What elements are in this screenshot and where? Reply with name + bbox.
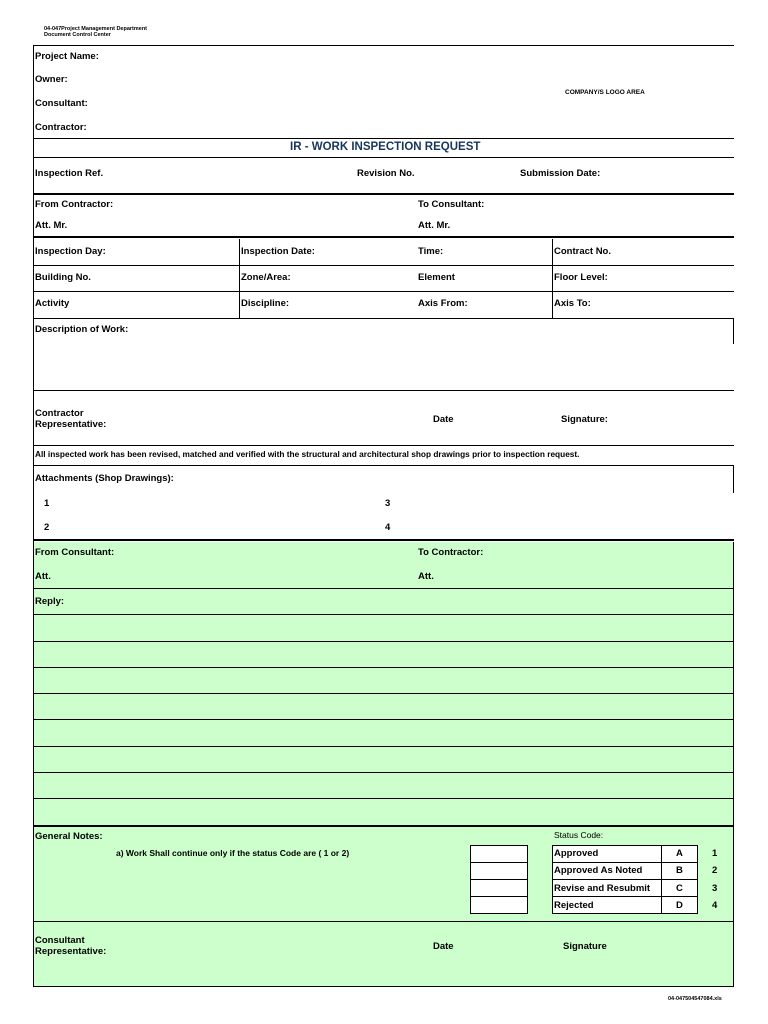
activity-label: Activity [35,298,70,309]
document-center-line: Document Control Center [44,32,111,38]
department-line: 04-047Project Management Department [44,26,148,32]
contractor-rep-label-2: Representative: [35,419,107,430]
rep-bottom-line [33,445,734,446]
grid-row-line-1 [33,265,734,266]
attachments-label: Attachments (Shop Drawings): [35,473,174,484]
general-notes-label: General Notes: [35,831,103,842]
attachment-4-number: 4 [385,522,391,533]
status-approved-number: 1 [712,848,718,859]
grid-row-line-3 [33,318,734,319]
status-blank-box[interactable] [470,896,528,914]
submission-date-label: Submission Date: [520,168,601,179]
contract-no-label: Contract No. [554,246,611,257]
reply-line [33,719,734,720]
inspection-date-label: Inspection Date: [241,246,315,257]
reply-line [33,798,734,799]
contractor-signature-label: Signature: [561,414,608,425]
discipline-label: Discipline: [241,298,290,309]
axis-from-label: Axis From: [418,298,468,309]
reply-line [33,772,734,773]
grid-vline-2 [552,239,553,318]
reply-line [33,667,734,668]
att-right-label: Att. [418,571,434,582]
reply-label: Reply: [35,596,65,607]
status-blank-box[interactable] [470,862,528,880]
reply-line [33,614,734,615]
ref-bottom-line [33,193,734,195]
building-no-label: Building No. [35,272,91,283]
consultant-rep-label-1: Consultant [35,935,85,946]
status-rejected-letter: D [676,900,683,911]
attachments-right-line [733,465,734,493]
contractor-label: Contractor: [35,122,87,133]
consultant-signature-label: Signature [563,941,607,952]
project-name-label: Project Name: [35,51,99,62]
notes-bottom-line [33,921,734,922]
attachment-3-number: 3 [385,498,391,509]
reply-line [33,641,734,642]
description-right-line [733,318,734,344]
description-bottom-line [33,390,734,391]
reply-line [33,693,734,694]
element-label: Element [418,272,455,283]
time-label: Time: [418,246,444,257]
consultant-section-background [34,542,734,986]
revision-no-label: Revision No. [357,168,415,179]
from-consultant-label: From Consultant: [35,547,115,558]
att-mr-right-label: Att. Mr. [418,220,451,231]
consultant-att-line [33,588,734,589]
frame-bottom-line [33,986,734,987]
status-approved-letter: A [676,848,683,859]
status-approved-label: Approved [554,848,599,859]
inspection-day-label: Inspection Day: [35,246,106,257]
grid-vline-1 [239,239,240,318]
parties-bottom-line [33,236,734,238]
zone-area-label: Zone/Area: [241,272,291,283]
status-revise-resubmit-number: 3 [712,883,718,894]
axis-to-label: Axis To: [554,298,591,309]
title-top-line [33,138,734,139]
statement-bottom-line [33,465,734,466]
consultant-rep-label-2: Representative: [35,946,107,957]
inspection-ref-label: Inspection Ref. [35,168,104,179]
form-title: IR - WORK INSPECTION REQUEST [290,141,481,153]
floor-level-label: Floor Level: [554,272,608,283]
status-approved-as-noted-letter: B [676,865,683,876]
owner-label: Owner: [35,74,68,85]
description-label: Description of Work: [35,324,129,335]
title-bottom-line [33,157,734,158]
footer-file-name: 04-047504547084.xls [668,996,722,1002]
consultant-label: Consultant: [35,98,88,109]
consultant-date-label: Date [433,941,454,952]
status-approved-as-noted-label: Approved As Noted [554,865,643,876]
from-contractor-label: From Contractor: [35,199,114,210]
company-logo-area: COMPANY/S LOGO AREA [565,89,645,96]
att-left-label: Att. [35,571,51,582]
to-consultant-label: To Consultant: [418,199,485,210]
note-a-text: a) Work Shall continue only if the status Code are ( 1 or 2) [116,848,350,858]
reply-line [33,746,734,747]
status-blank-box[interactable] [470,879,528,897]
status-revise-resubmit-label: Revise and Resubmit [554,883,651,894]
frame-top-line [33,45,734,46]
contractor-date-label: Date [433,414,454,425]
contractor-rep-label-1: Contractor [35,408,84,419]
notes-top-line [33,825,734,827]
attachments-bottom-line [33,539,734,541]
status-revise-resubmit-letter: C [676,883,683,894]
status-approved-as-noted-number: 2 [712,865,718,876]
status-rejected-label: Rejected [554,900,594,911]
verification-statement: All inspected work has been revised, matched and verified with the structural and architectural shop drawings prior to inspection request. [35,449,580,459]
status-code-label: Status Code: [554,830,604,840]
attachment-2-number: 2 [44,522,50,533]
att-mr-left-label: Att. Mr. [35,220,68,231]
attachment-1-number: 1 [44,498,50,509]
status-blank-box[interactable] [470,845,528,863]
status-rejected-number: 4 [712,900,718,911]
to-contractor-label: To Contractor: [418,547,484,558]
grid-row-line-2 [33,291,734,292]
